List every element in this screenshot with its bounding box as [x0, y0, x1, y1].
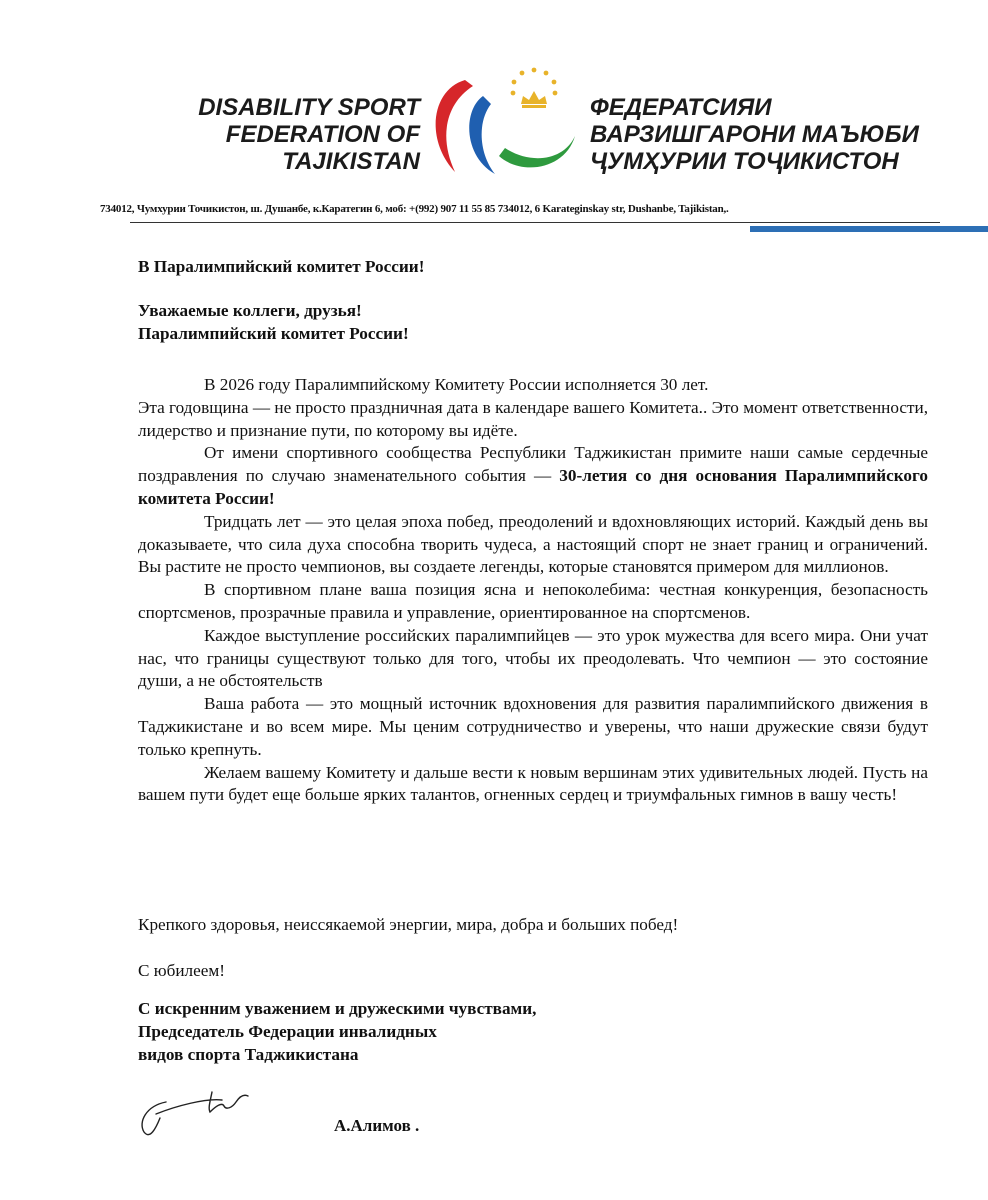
- paragraph-2-bold: 30-летия со дня основания Паралимпийского комитета России!: [138, 466, 928, 508]
- header-divider: [130, 222, 940, 223]
- handwritten-signature: [136, 1084, 266, 1144]
- green-agito-shape: [499, 136, 575, 167]
- header-left-line-2: FEDERATION OF: [225, 121, 420, 148]
- paragraph-4: В спортивном плане ваша позиция ясна и непоколебима: честная конкуренция, безопасность спортсменов, прозрачные правила и управление, ориентированное на спортсменов.: [138, 580, 928, 622]
- wishes-line: Крепкого здоровья, неиссякаемой энергии, мира, добра и больших побед!: [138, 915, 679, 934]
- jubilee-line: С юбилеем!: [138, 960, 225, 980]
- header-right-line-2: ВАРЗИШГАРОНИ МАЪЮБИ: [590, 121, 919, 148]
- federation-name-english: [150, 94, 420, 175]
- paragraph-6: Ваша работа — это мощный источник вдохновения для развития паралимпийского движения в Таджикистане и во всем мире. Мы ценим сотрудничество и уверены, что наши дружеские связи будут только крепнуть.: [138, 694, 928, 759]
- greeting-line-2: Паралимпийский комитет России!: [138, 323, 409, 343]
- header-right-line-3: ҶУМҲУРИИ ТОҶИКИСТОН: [590, 148, 899, 175]
- paragraph-5: Каждое выступление российских паралимпийцев — это урок мужества для всего мира. Они учат нас, что границы существуют только для того, чтобы их преодолевать. Что чемпион — это состояние души, а не обстоятельств: [138, 625, 928, 691]
- paragraph-3: Тридцать лет — это целая эпоха побед, преодолений и вдохновляющих историй. Каждый день вы доказываете, что сила духа способна творить чудеса, а настоящий спорт не знает границ и ограничений. Вы растите не просто чемпионов, вы создаете легенды, которые становятся примером для миллионов.: [138, 511, 928, 577]
- header-right-line-1: ФЕДЕРАТСИЯИ: [590, 94, 772, 121]
- greeting-block: [138, 300, 928, 346]
- greeting-line-1: Уважаемые коллеги, друзья!: [138, 301, 362, 320]
- federation-name-tajik: [590, 94, 940, 175]
- paralympic-logo-icon: [425, 60, 585, 195]
- header-blue-stripe: [750, 226, 988, 232]
- paragraph-2-text: От имени спортивного сообщества Республики Таджикистан примите наши самые сердечные поздравления по случаю знаменательного события —: [138, 443, 928, 486]
- sign-line-3: видов спорта Таджикистана: [138, 1044, 359, 1064]
- address-line: 734012, Чумхурии Точикистон, ш. Душанбе, к.Каратегин 6, моб: +(992) 907 11 55 85 734012, 6 Karateginskay str, Dushanbe, Tajikistan,.: [100, 203, 729, 215]
- crown-icon: [511, 68, 558, 108]
- signature-block: [138, 998, 928, 1066]
- letter-body: [138, 374, 928, 807]
- paragraph-7: Желаем вашему Комитету и дальше вести к новым вершинам этих удивительных людей. Пусть на вашем пути будет еще больше ярких талантов, огненных сердец и триумфальных гимнов в вашу честь!: [138, 762, 928, 805]
- header-left-line-3: TAJIKISTAN: [282, 148, 420, 175]
- paragraph-2: [138, 442, 928, 510]
- paragraph-1-line-1: В 2026 году Паралимпийскому Комитету России исполняется 30 лет.: [204, 375, 709, 394]
- closing-block: [138, 914, 928, 1006]
- red-agito-shape: [436, 80, 473, 172]
- paragraph-1-line-2: Эта годовщина — не просто праздничная дата в календаре вашего Комитета.. Это момент ответственности, лидерство и признание пути, по которому вы идёте.: [138, 397, 928, 440]
- blue-agito-shape: [469, 96, 495, 174]
- header-left-line-1: DISABILITY SPORT: [198, 94, 420, 121]
- addressee-line: В Паралимпийский комитет России!: [138, 257, 425, 276]
- sign-line-1: С искренним уважением и дружескими чувствами,: [138, 999, 537, 1018]
- sign-line-2: Председатель Федерации инвалидных: [138, 1021, 437, 1041]
- signer-name: А.Алимов .: [334, 1116, 420, 1135]
